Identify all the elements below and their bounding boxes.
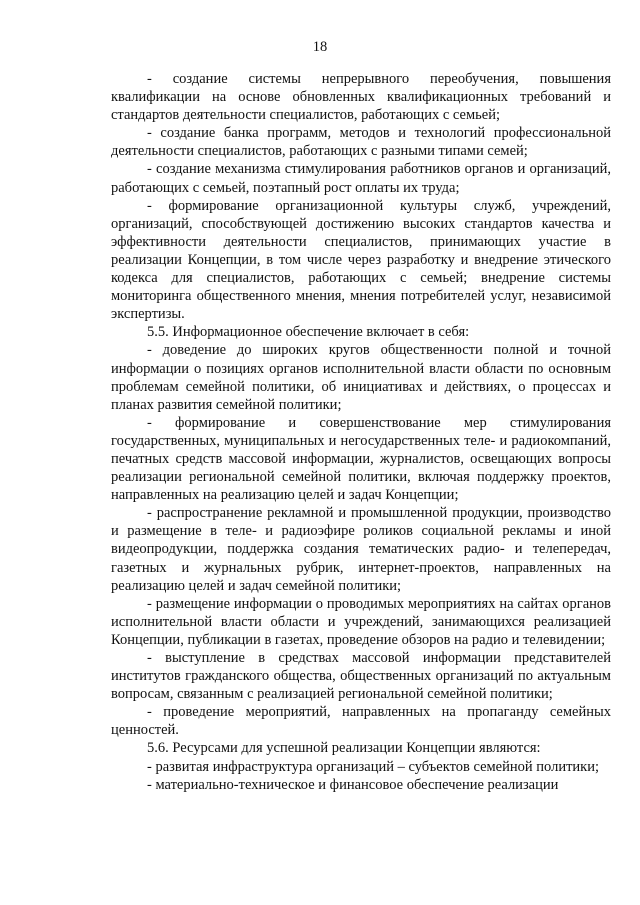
paragraph: - создание системы непрерывного переобучения, повышения квалификации на основе обновленных квалификационных требований и стандартов деятельности специалистов, работающих с семьей; xyxy=(111,71,611,124)
paragraph: - создание механизма стимулирования работников органов и организаций, работающих с семьей, поэтапный рост оплаты их труда; xyxy=(111,161,611,196)
section-heading: 5.6. Ресурсами для успешной реализации Концепции являются: xyxy=(147,740,541,757)
document-body xyxy=(111,70,611,794)
paragraph: - размещение информации о проводимых мероприятиях на сайтах органов исполнительной власти области и учреждений, занимающихся реализацией Концепции, публикации в газетах, проведение обзоров на радио и телевидении; xyxy=(111,595,611,648)
paragraph: - распространение рекламной и промышленной продукции, производство и размещение в теле- и радиоэфире роликов социальной рекламы и иной видеопродукции, поддержка создания тематических радио- и телепередач, газетных и журнальных рубрик, интернет-проектов, направленных на реализацию целей и задач семейной политики; xyxy=(111,505,611,594)
paragraph: - проведение мероприятий, направленных на пропаганду семейных ценностей. xyxy=(111,704,611,739)
paragraph: - выступление в средствах массовой информации представителей институтов гражданского общества, общественных организаций по актуальным вопросам, связанным с реализацией региональной семейной политики; xyxy=(111,650,611,703)
paragraph: - формирование организационной культуры служб, учреждений, организаций, способствующей достижению высоких стандартов качества и эффективности деятельности специалистов, принимающих участие в реализации Концепции, в том числе через разработку и внедрение этического кодекса для специалистов, работающих с семьей; внедрение системы мониторинга общественного мнения, мнения потребителей услуг, независимой экспертизы. xyxy=(111,197,611,323)
paragraph: - создание банка программ, методов и технологий профессиональной деятельности специалистов, работающих с разными типами семей; xyxy=(111,125,611,160)
paragraph: - доведение до широких кругов общественности полной и точной информации о позициях органов исполнительной власти области по основным проблемам семейной политики, об инициативах и действиях, о процессах и планах развития семейной политики; xyxy=(111,342,611,413)
paragraph: - развитая инфраструктура организаций – субъектов семейной политики; xyxy=(147,758,600,775)
section-heading: 5.5. Информационное обеспечение включает в себя: xyxy=(147,324,470,341)
paragraph: - материально-техническое и финансовое обеспечение реализации xyxy=(147,776,559,793)
paragraph: - формирование и совершенствование мер стимулирования государственных, муниципальных и негосударственных теле- и радиокомпаний, печатных средств массовой информации, журналистов, освещающих вопросы реализации региональной семейной политики, включая поддержку проектов, направленных на реализацию целей и задач Концепции; xyxy=(111,414,611,504)
page-number: 18 xyxy=(312,39,328,55)
